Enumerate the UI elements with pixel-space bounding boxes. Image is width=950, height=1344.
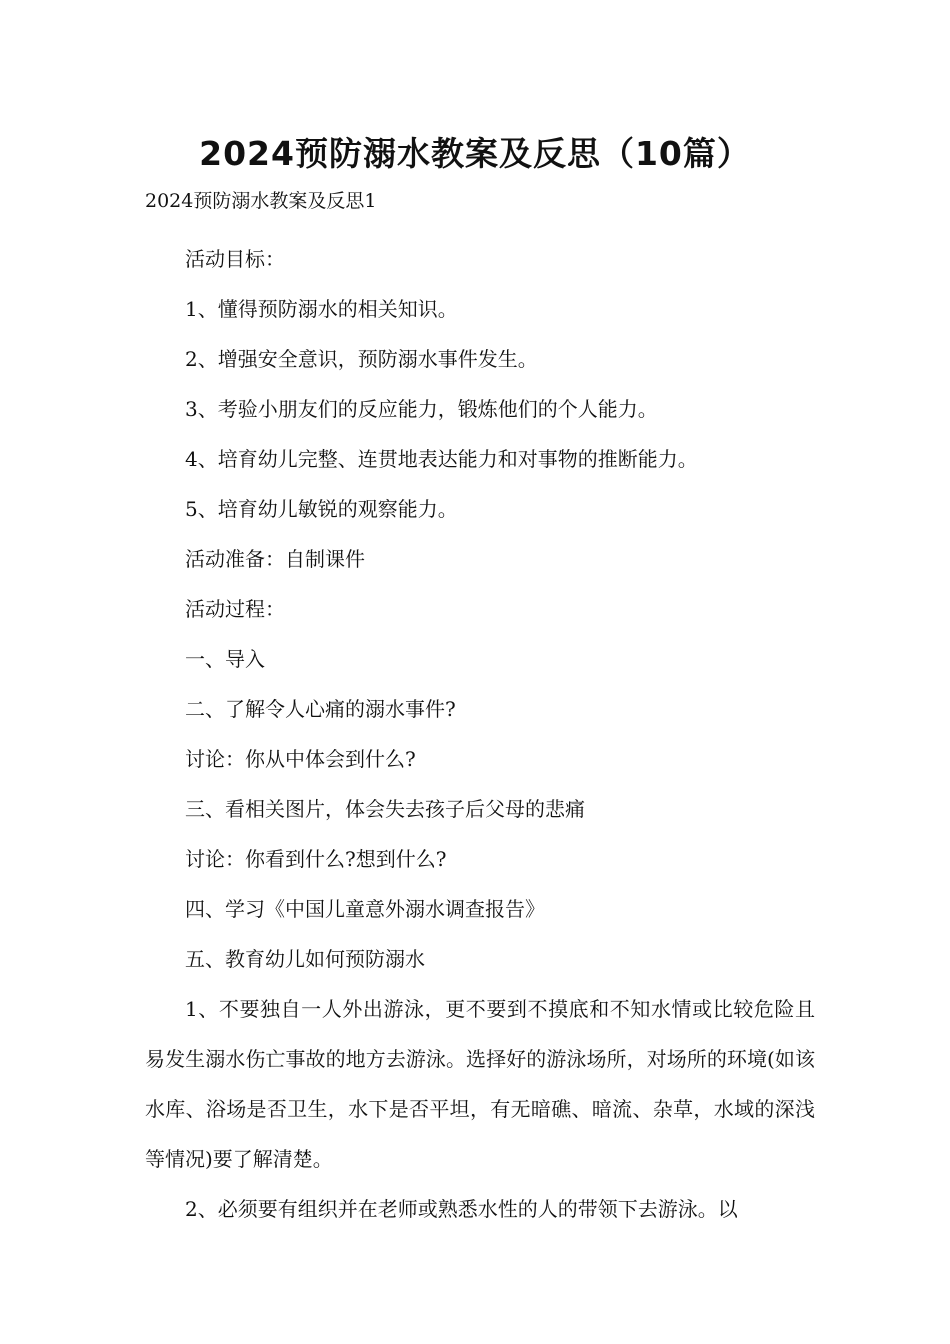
paragraph: 1、懂得预防溺水的相关知识。 [185,297,458,321]
paragraph: 一、导入 [185,647,265,671]
paragraph: 五、教育幼儿如何预防溺水 [185,947,425,971]
document-body [145,234,815,1234]
paragraph: 讨论：你看到什么?想到什么? [185,847,447,871]
paragraph: 3、考验小朋友们的反应能力，锻炼他们的个人能力。 [185,397,658,421]
paragraph: 1、不要独自一人外出游泳，更不要到不摸底和不知水情或比较危险且易发生溺水伤亡事故的地方去游泳。选择好的游泳场所，对场所的环境(如该水库、浴场是否卫生，水下是否平坦，有无暗礁、暗流、杂草，水域的深浅等情况)要了解清楚。 [145,997,815,1171]
section-heading: 2024预防溺水教案及反思1 [145,190,377,212]
paragraph: 四、学习《中国儿童意外溺水调查报告》 [185,897,545,921]
paragraph: 2、必须要有组织并在老师或熟悉水性的人的带领下去游泳。以 [185,1197,738,1221]
paragraph: 2、增强安全意识，预防溺水事件发生。 [185,347,538,371]
paragraph: 活动准备：自制课件 [185,547,365,571]
paragraph: 活动过程： [185,597,285,621]
paragraph: 讨论：你从中体会到什么? [185,747,416,771]
paragraph: 4、培育幼儿完整、连贯地表达能力和对事物的推断能力。 [185,447,698,471]
document-title: 2024预防溺水教案及反思（10篇） [199,134,751,173]
paragraph: 二、了解令人心痛的溺水事件? [185,697,456,721]
paragraph: 5、培育幼儿敏锐的观察能力。 [185,497,458,521]
paragraph: 活动目标： [185,247,285,271]
paragraph: 三、看相关图片，体会失去孩子后父母的悲痛 [185,797,585,821]
